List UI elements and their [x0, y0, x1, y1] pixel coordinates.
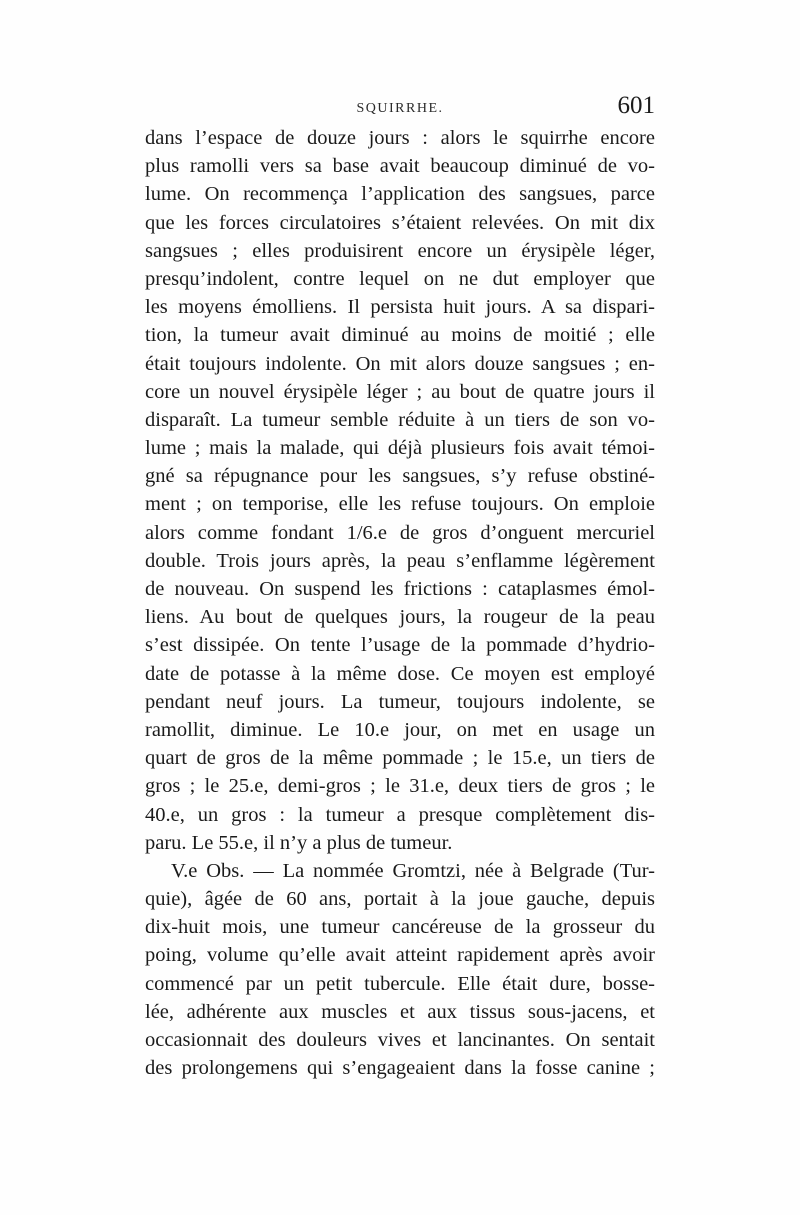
paragraph-treatment-narrative — [145, 124, 655, 857]
text-line: occasionnait des douleurs vives et lancinantes. On sentait — [145, 1029, 655, 1051]
text-line: lume. On recommença l’application des sangsues, parce — [145, 183, 655, 206]
text-line: paru. Le 55.e, il n’y a plus de tumeur. — [145, 831, 453, 854]
text-line: plus ramolli vers sa base avait beaucoup diminué de vo- — [145, 155, 655, 178]
text-line: lée, adhérente aux muscles et aux tissus sous-jacens, et — [145, 1000, 655, 1023]
running-header — [145, 92, 655, 128]
text-line: date de potasse à la même dose. Ce moyen est employé — [145, 662, 655, 685]
running-title: SQUIRRHE. — [356, 101, 444, 116]
text-line: lume ; mais la malade, qui déjà plusieurs fois avait témoi- — [145, 437, 655, 460]
text-line: gné sa répugnance pour les sangsues, s’y refuse obstiné- — [145, 465, 655, 488]
text-line: quie), âgée de 60 ans, portait à la joue gauche, depuis — [145, 888, 655, 911]
text-line: presqu’indolent, contre lequel on ne dut employer que — [145, 267, 655, 290]
text-line: double. Trois jours après, la peau s’enflamme légèrement — [145, 549, 655, 572]
text-line: ment ; on temporise, elle les refuse toujours. On emploie — [145, 493, 655, 516]
text-line: s’est dissipée. On tente l’usage de la pommade d’hydrio- — [145, 634, 655, 657]
body-text — [145, 124, 655, 1082]
text-line: tion, la tumeur avait diminué au moins de moitié ; elle — [145, 324, 655, 347]
text-line: core un nouvel érysipèle léger ; au bout de quatre jours il — [145, 380, 655, 403]
text-line: que les forces circulatoires s’étaient relevées. On mit dix — [145, 211, 655, 234]
text-line: de nouveau. On suspend les frictions : cataplasmes émol- — [145, 578, 655, 600]
text-line: poing, volume qu’elle avait atteint rapidement après avoir — [145, 944, 655, 967]
text-line: des prolongemens qui s’engageaient dans la fosse canine ; — [145, 1057, 655, 1080]
text-line: sangsues ; elles produisirent encore un érysipèle léger, — [145, 239, 655, 262]
text-line: gros ; le 25.e, demi-gros ; le 31.e, deux tiers de gros ; le — [145, 775, 655, 798]
text-line: alors comme fondant 1/6.e de gros d’onguent mercuriel — [145, 521, 655, 544]
text-line: liens. Au bout de quelques jours, la rougeur de la peau — [145, 606, 655, 629]
text-line: dix-huit mois, une tumeur cancéreuse de la grosseur du — [145, 916, 655, 939]
text-line: ramollit, diminue. Le 10.e jour, on met en usage un — [145, 718, 655, 741]
page-number: 601 — [617, 92, 655, 119]
text-line: quart de gros de la même pommade ; le 15.e, un tiers de — [145, 747, 655, 770]
text-line: commencé par un petit tubercule. Elle était dure, bosse- — [145, 972, 655, 995]
text-line: dans l’espace de douze jours : alors le squirrhe encore — [145, 127, 655, 149]
text-line: disparaît. La tumeur semble réduite à un tiers de son vo- — [145, 408, 655, 431]
text-line: était toujours indolente. On mit alors douze sangsues ; en- — [145, 352, 655, 375]
text-line: pendant neuf jours. La tumeur, toujours indolente, se — [145, 690, 655, 713]
text-line: 40.e, un gros : la tumeur a presque complètement dis- — [145, 803, 655, 826]
paragraph-observation-v — [145, 857, 655, 1083]
text-line: les moyens émolliens. Il persista huit jours. A sa dispari- — [145, 296, 655, 319]
text-line: V.e Obs. — La nommée Gromtzi, née à Belgrade (Tur- — [171, 859, 655, 882]
